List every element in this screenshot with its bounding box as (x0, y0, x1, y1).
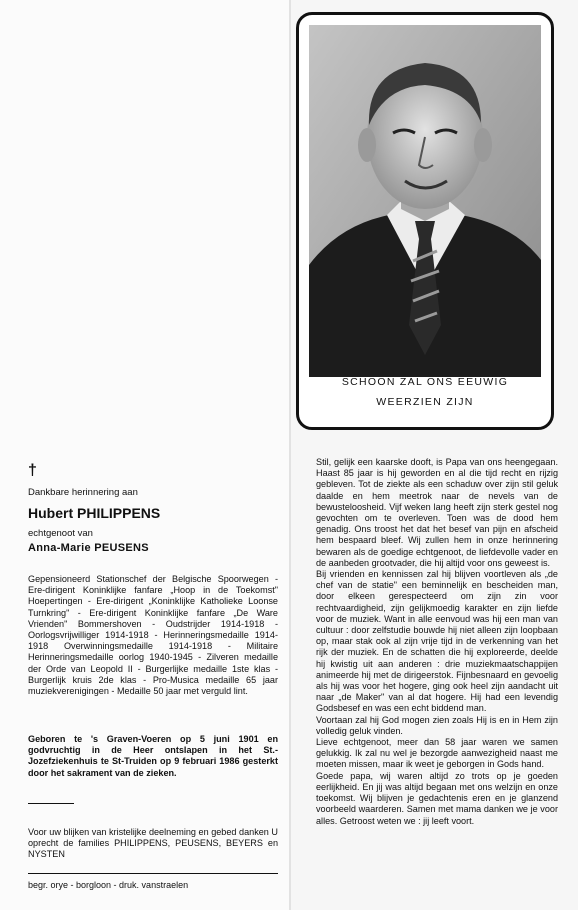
portrait-image (309, 25, 541, 377)
printer-credit: begr. orye - borgloon - druk. vanstraelen (28, 880, 189, 890)
birth-death-text: Geboren te 's Graven-Voeren op 5 juni 1901 en godvruchtig in de Heer ontslapen in het St.-Jozefziekenhuis te St-Truiden op 9 februari 1986 gesterkt door het sakrament van de zieken. (28, 734, 278, 778)
thanks-text: Voor uw blijken van kristelijke deelneming en gebed danken U oprecht de families PHILIPPENS, PEUSENS, BEYERS en NYSTEN (28, 827, 278, 860)
biography-text: Gepensioneerd Stationschef der Belgische Spoorwegen - Ere-dirigent Koninklijke fanfare „Hoop in de Toekomst" Hoepertingen - Ere-dirigent „Koninklijke Katholieke Loonse Turnkring" - Ere-dirigent Koninklijke fanfare „De Ware Vrienden" Bommershoven - Oudstrijder 1914-1918 - Oorlogsvrijwilliger 1914-1918 - Herinneringsmedaille 1914-1918 Overwinningsmedaille 1914-1918 - Militaire Herinneringsmedaille oorlog 1940-1945 - Zilveren medaille der Orde van Leopold II - Burgerlijke medaille 1ste klas - Burgerlijk kruis 2de klas - Pro-Musica medaille 65 jaar muziekverenigingen - Medaille 50 jaar met verguld lint. (28, 574, 278, 697)
printer-divider (28, 873, 278, 874)
memorial-paragraph-3: Voortaan zal hij God mogen zien zoals Hij is en in Hem zijn volledig geluk vinden. (316, 714, 558, 736)
portrait-caption-line1: SCHOON ZAL ONS EEUWIG (341, 376, 509, 388)
memorial-paragraph-5: Goede papa, wij waren altijd zo trots op je goeden eerlijkheid. En jij was altijd begaan met ons welzijn en onze toekomst. Wij blijven je gedachtenis eren en je glanzend voorbeeld waarderen. Samen met mama danken we je voor alles. Getroost weten we : jij leeft voort. (316, 770, 558, 826)
portrait-frame (296, 12, 554, 430)
cross-symbol: † (28, 462, 37, 479)
remembrance-intro: Dankbare herinnering aan (28, 487, 138, 498)
memorial-paragraph-2: Bij vrienden en kennissen zal hij blijven voortleven als „de chef van de statie" een beminnelijk en bescheiden man, door elkeen gerespecteerd om zijn zin voor rechtvaardigheid, zijn gelijkmoedig karakter en zijn liefde voor de muziek. Want in alle eenvoud was hij een man van cultuur : door zelfstudie bouwde hij niet alleen zijn loopbaan op, maar stak ook al zijn vrije tijd in de verkenning van het rijk der muziek. En de schatten die hij exploreerde, deelde hij kwistig uit aan anderen : drie muziekmaatschappijen animeerde hij met de dirigeerstok. Fijnbesnaard en gevoelig als hij was voor het hogere, ging ook heel zijn aandacht uit naar „de Maker" van al dat hogere. Hij had een levendig Godsbesef en was een echt biddend man. (316, 569, 558, 714)
memorial-paragraph-1: Stil, gelijk een kaarske dooft, is Papa van ons heengegaan. Haast 85 jaar is hij geworden en al die tijd recht en rijzig gebleven. Tot de ziekte als een schaduw over zijn stil geluk daalde en hem meetrok naar de nevels van de bewusteloosheid. Vijf weken lang heeft zijn sterk gestel nog gevochten om te overleven. Toen was de dood hem genadig. Ons troost het dat het besef van pijn en afscheid hem bespaard bleef. Wij zullen hem in onze herinnering bewaren als de goedige echtgenoot, de liefdevolle vader en de aanbeden grootvader, die hij altijd voor ons geweest is. (316, 457, 558, 568)
spouse-label: echtgenoot van (28, 528, 93, 539)
portrait-photo (309, 25, 541, 377)
card-fold (289, 0, 291, 910)
portrait-caption-line2: WEERZIEN ZIJN (376, 396, 474, 408)
spouse-name: Anna-Marie PEUSENS (28, 542, 149, 554)
memorial-text (316, 457, 558, 827)
memorial-paragraph-4: Lieve echtgenoot, meer dan 58 jaar waren we samen gelukkig. Ik zal nu wel je bezorgde aanwezigheid naast me moeten missen, maar ik weet je geborgen in Gods hand. (316, 737, 558, 770)
deceased-name: Hubert PHILIPPENS (28, 505, 161, 521)
section-divider (28, 803, 74, 804)
